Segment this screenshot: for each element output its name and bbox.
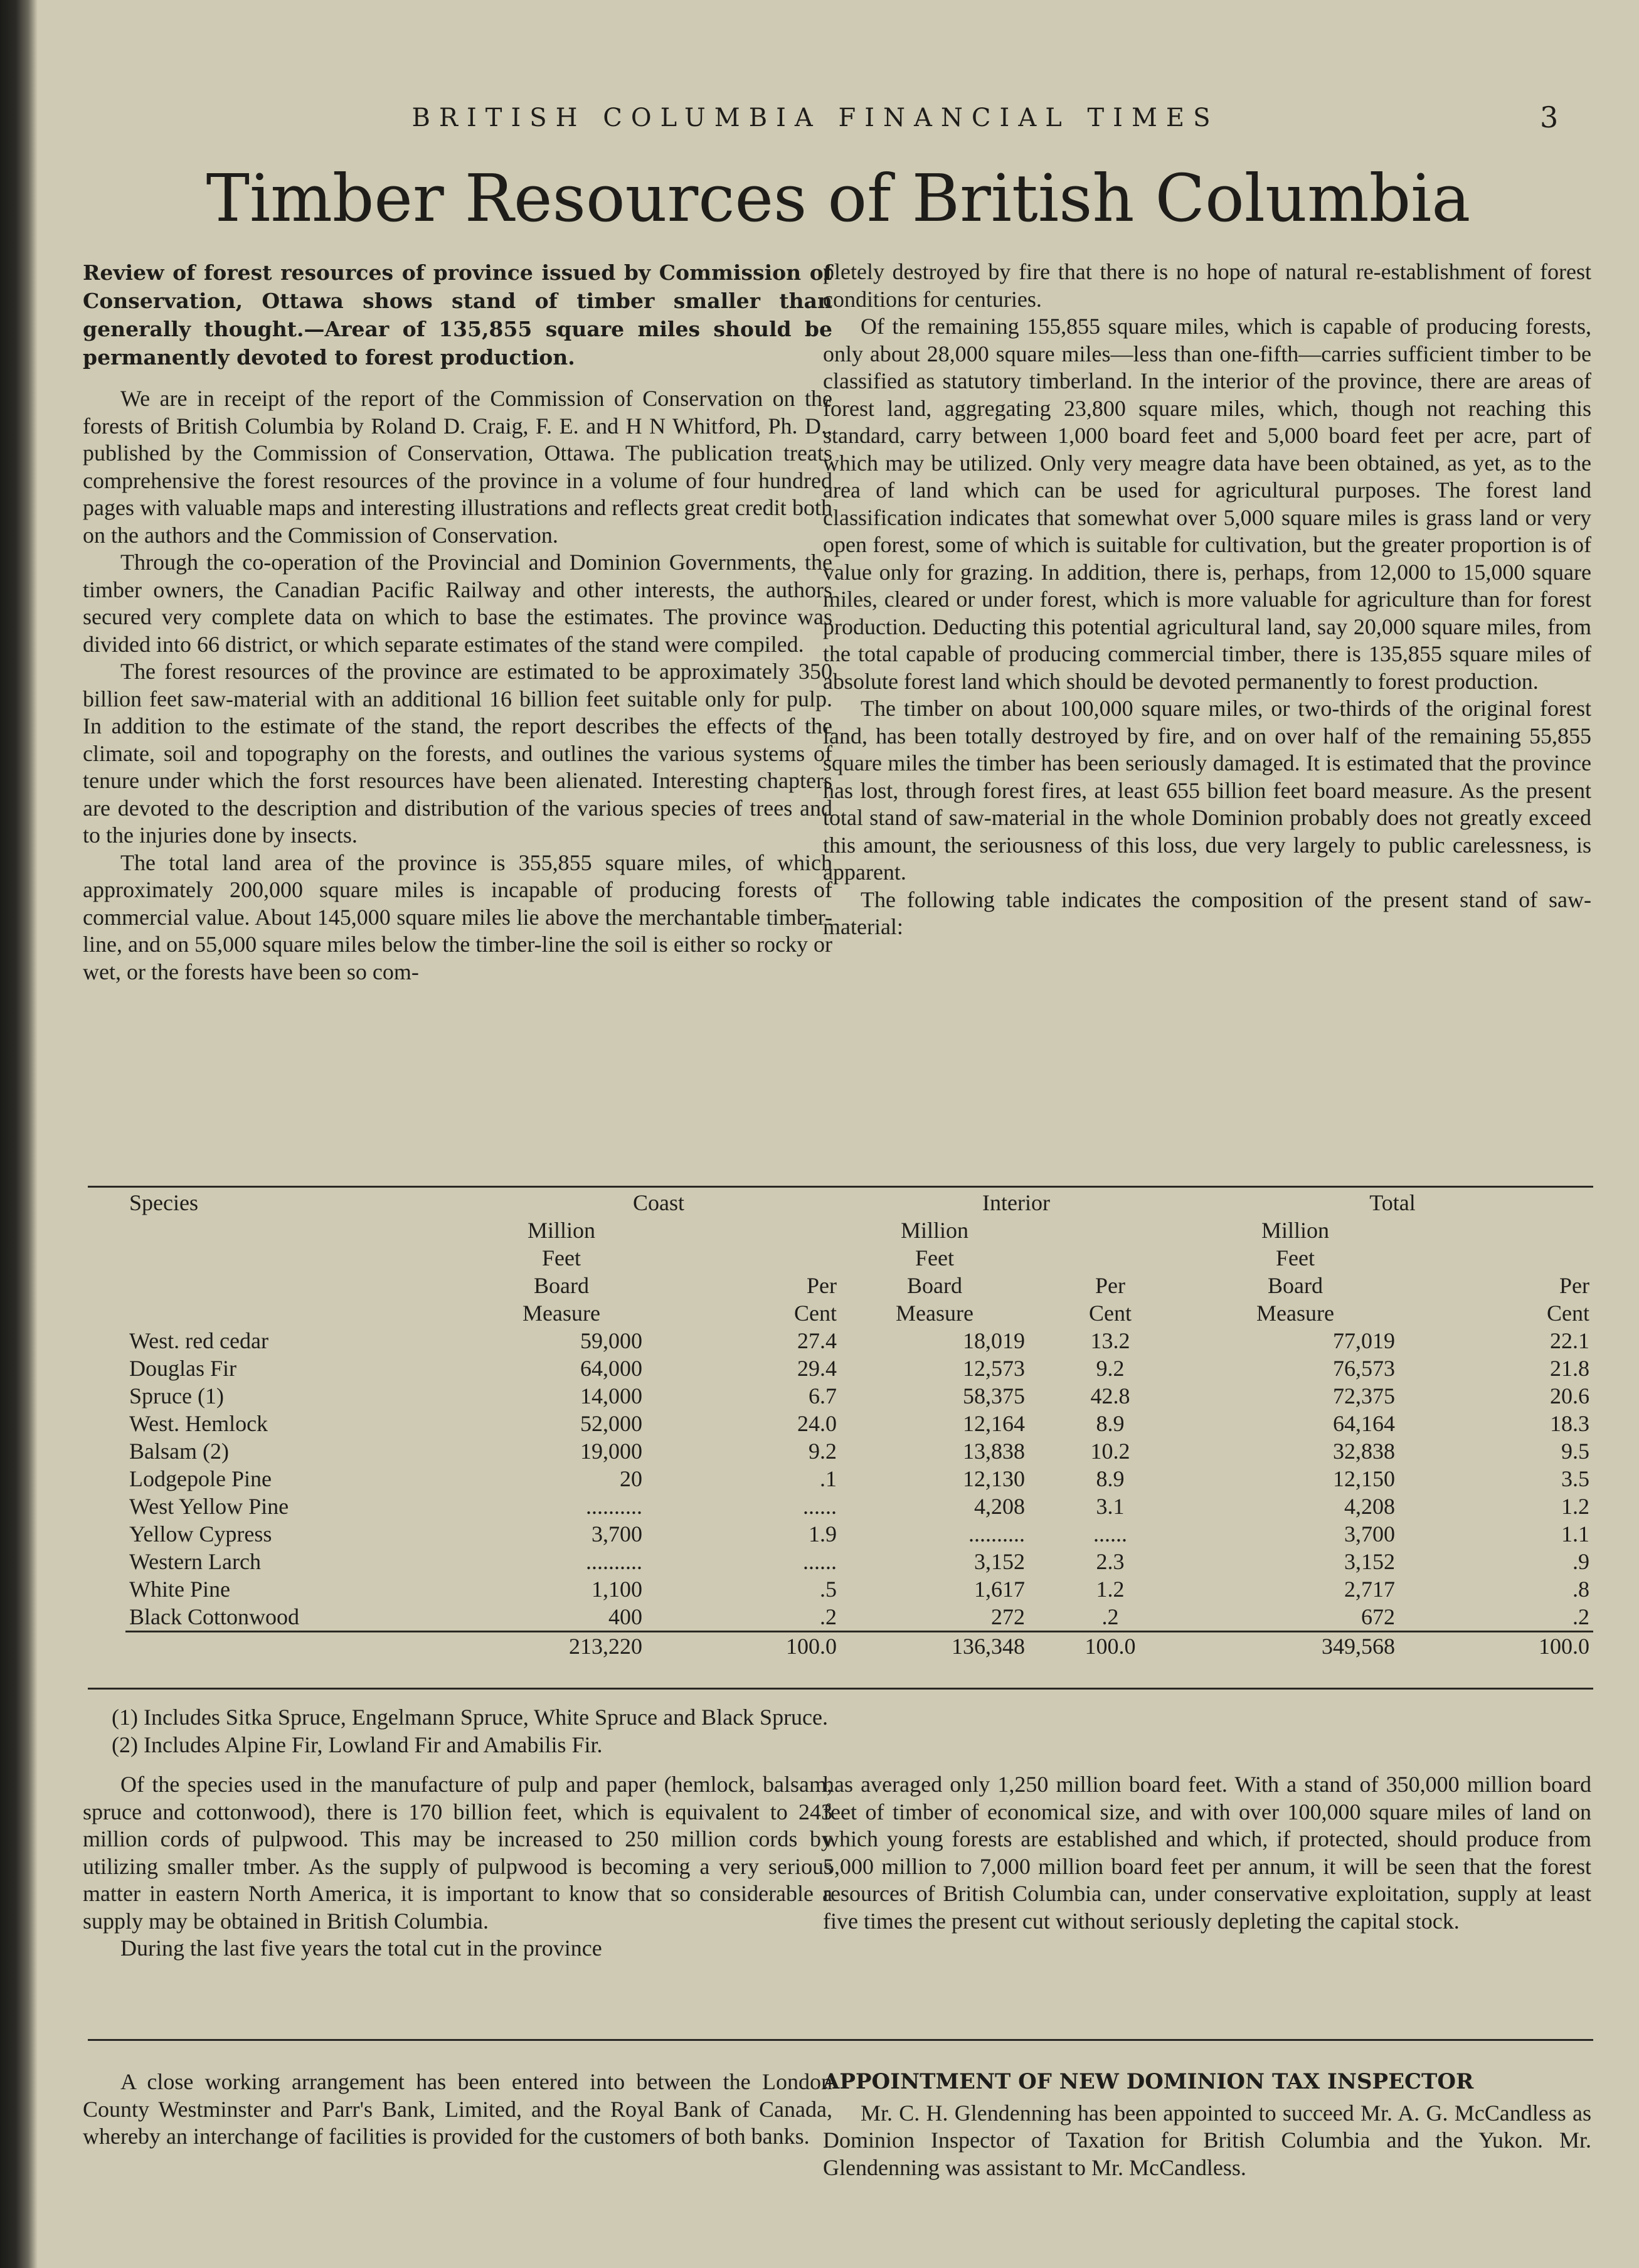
coast-measure-cell: 19,000	[580, 1439, 642, 1464]
interior-measure-cell: 12,130	[963, 1466, 1025, 1491]
table-row	[125, 1437, 1593, 1465]
pulp-paragraph: During the last five years the total cut in the province	[120, 1935, 602, 1961]
species-cell: Yellow Cypress	[129, 1521, 272, 1547]
coast-percent-cell: ......	[803, 1494, 837, 1519]
interior-percent-cell: ......	[1093, 1521, 1127, 1547]
pulp-left-column	[83, 1771, 832, 1962]
footnote: (1) Includes Sitka Spruce, Engelmann Spruce, White Spruce and Black Spruce.	[112, 1705, 829, 1730]
coast-measure-cell: 3,700	[591, 1521, 642, 1547]
pulp-paragraph: Of the species used in the manufacture of pulp and paper (hemlock, balsam, spruce and cottonwood), there is 170 billion feet, which is equivalent to 243 million cords of pulpwood. This may be increased to 250 million cords by utilizing smaller tmber. As the supply of pulpwood is becoming a very serious matter in eastern North America, it is important to know that so considerable a supply may be obtained in British Columbia.	[83, 1772, 832, 1934]
interior-header: Interior	[982, 1190, 1050, 1215]
interior-measure-cell: 272	[991, 1604, 1025, 1629]
total-percent-cell: 21.8	[1550, 1356, 1589, 1381]
total-percent-cell: .8	[1573, 1577, 1589, 1602]
coast-measure-cell: ..........	[586, 1494, 642, 1519]
total-measure-cell: 76,573	[1333, 1356, 1395, 1381]
total-cell: 349,568	[1192, 1632, 1399, 1661]
total-cell: 100.0	[1029, 1632, 1192, 1661]
article-paragraph: Of the remaining 155,855 square miles, which is capable of producing forests, only about 28,000 square miles—less than one-fifth—carries sufficient timber to be classified as statutory timberland. In the interior of the province, there are areas of forest land, aggregating 23,800 square miles, which, though not reaching this standard, carry between 1,000 board feet and 5,000 board feet per acre, part of which may be utilized. Only very meagre data have been obtained, as yet, as to the area of land which can be used for agricultural purposes. The forest land classification indicates that somewhat over 5,000 square miles is grass land or very open forest, some of which is suitable for cultivation, but the greater proportion is of value only for grazing. In addition, there is, perhaps, from 12,000 to 15,000 square miles, cleared or under forest, which is more valuable for agriculture than for forest production. Deducting this potential agricultural land, say 20,000 square miles, from the total capable of producing commercial timber, there is 135,855 square miles of absolute forest land which should be devoted permanently to forest production.	[823, 314, 1591, 694]
total-percent-cell: 20.6	[1550, 1383, 1589, 1408]
coast-percent-cell: .5	[820, 1577, 837, 1602]
species-cell: West. Hemlock	[129, 1411, 268, 1436]
coast-percent-cell: 27.4	[797, 1328, 837, 1353]
total-cell: 136,348	[841, 1632, 1029, 1661]
interior-percent-cell: .2	[1101, 1604, 1119, 1629]
table-subheader-row	[125, 1217, 1593, 1327]
interior-percent-cell: 8.9	[1096, 1411, 1125, 1436]
article-paragraph: The total land area of the province is 355,855 square miles, of which approximately 200,000 square miles is incapable of producing forests of commercial value. About 145,000 square miles lie above the merchantable timber-line, and on 55,000 square miles below the timber-line the soil is either so rocky or wet, or the forests have been so com-	[83, 849, 832, 984]
total-measure-cell: 72,375	[1333, 1383, 1395, 1408]
total-measure-cell: 4,208	[1344, 1494, 1395, 1519]
table-footnotes	[112, 1703, 828, 1759]
article-lead: Review of forest resources of province issued by Commission of Conservation, Ottawa shows stand of timber smaller than generally thought.—Arear of 135,855 square miles should be permanently devoted to forest production.	[83, 260, 832, 370]
species-cell: Spruce (1)	[129, 1383, 224, 1408]
footnote: (2) Includes Alpine Fir, Lowland Fir and Amabilis Fir.	[112, 1732, 603, 1757]
table-totals-row	[125, 1632, 1593, 1661]
total-measure-cell: 77,019	[1333, 1328, 1395, 1353]
species-cell: West. red cedar	[129, 1328, 268, 1353]
coast-measure-cell: ..........	[586, 1549, 642, 1574]
species-cell: Balsam (2)	[129, 1439, 229, 1464]
total-header: Total	[1369, 1190, 1416, 1215]
interior-percent-cell: 1.2	[1096, 1577, 1125, 1602]
table-row	[125, 1410, 1593, 1437]
coast-percent-cell: 1.9	[809, 1521, 837, 1547]
coast-percent-cell: 29.4	[797, 1356, 837, 1381]
total-cell: 100.0	[1399, 1632, 1593, 1661]
table-row	[125, 1355, 1593, 1382]
table-row	[125, 1493, 1593, 1520]
total-measure-cell: 3,700	[1344, 1521, 1395, 1547]
appointment-column	[823, 2068, 1591, 2181]
coast-measure-cell: 20	[620, 1466, 642, 1491]
interior-measure-cell: 4,208	[974, 1494, 1025, 1519]
interior-percent-cell: 3.1	[1096, 1494, 1125, 1519]
timber-stand-table	[125, 1189, 1593, 1660]
table-row	[125, 1603, 1593, 1632]
coast-measure-cell: 400	[608, 1604, 642, 1629]
species-cell: Douglas Fir	[129, 1356, 236, 1381]
percent-header: Per Cent	[1089, 1273, 1132, 1326]
total-percent-cell: 3.5	[1561, 1466, 1589, 1491]
total-measure-cell: 3,152	[1344, 1549, 1395, 1574]
total-percent-cell: 1.2	[1561, 1494, 1589, 1519]
coast-percent-cell: .1	[820, 1466, 837, 1491]
table-group-header-row	[125, 1189, 1593, 1217]
article-paragraph: We are in receipt of the report of the Commission of Conservation on the forests of British Columbia by Roland D. Craig, F. E. and H N Whitford, Ph. D., published by the Commission of Conservation, Ottawa. The publication treats comprehensive the forest resources of the province in a volume of four hundred pages with valuable maps and interesting illustrations and reflects great credit both on the authors and the Commission of Conservation.	[83, 386, 832, 548]
interior-measure-cell: 12,573	[963, 1356, 1025, 1381]
table-bottom-rule	[88, 1688, 1593, 1690]
coast-percent-cell: ......	[803, 1549, 837, 1574]
species-header: Species	[129, 1190, 198, 1215]
pulp-right-column	[823, 1771, 1591, 1935]
interior-percent-cell: 10.2	[1090, 1439, 1130, 1464]
total-percent-cell: 1.1	[1561, 1521, 1589, 1547]
measure-header: Million Feet Board Measure	[522, 1218, 600, 1326]
total-percent-cell: 18.3	[1550, 1411, 1589, 1436]
interior-measure-cell: 13,838	[963, 1439, 1025, 1464]
article-paragraph: pletely destroyed by fire that there is no hope of natural re-establishment of forest conditions for centuries.	[823, 259, 1591, 312]
article-right-column	[823, 258, 1591, 941]
measure-header: Million Feet Board Measure	[896, 1218, 973, 1326]
interior-percent-cell: 9.2	[1096, 1356, 1125, 1381]
interior-percent-cell: 8.9	[1096, 1466, 1125, 1491]
table-row	[125, 1327, 1593, 1355]
table-row	[125, 1548, 1593, 1575]
interior-measure-cell: ..........	[968, 1521, 1025, 1547]
species-cell: Black Cottonwood	[129, 1604, 299, 1629]
species-cell: White Pine	[129, 1577, 230, 1602]
appointment-text: Mr. C. H. Glendenning has been appointed to succeed Mr. A. G. McCandless as Dominion Inspector of Taxation for British Columbia and the Yukon. Mr. Glendenning was assistant to Mr. McCandless.	[823, 2100, 1591, 2180]
table-row	[125, 1382, 1593, 1410]
species-cell: Lodgepole Pine	[129, 1466, 272, 1491]
species-cell: Western Larch	[129, 1549, 261, 1574]
table-row	[125, 1575, 1593, 1603]
interior-measure-cell: 58,375	[963, 1383, 1025, 1408]
article-left-column	[83, 258, 832, 986]
coast-percent-cell: 6.7	[809, 1383, 837, 1408]
total-percent-cell: .2	[1573, 1604, 1589, 1629]
interior-measure-cell: 12,164	[963, 1411, 1025, 1436]
coast-measure-cell: 52,000	[580, 1411, 642, 1436]
page-number: 3	[1540, 100, 1559, 134]
table-body	[125, 1327, 1593, 1632]
coast-measure-cell: 59,000	[580, 1328, 642, 1353]
page	[38, 0, 1639, 2268]
coast-measure-cell: 14,000	[580, 1383, 642, 1408]
article-paragraph: The timber on about 100,000 square miles, or two-thirds of the original forest land, has been totally destroyed by fire, and on over half of the remaining 55,855 square miles the timber has been seriously damaged. It is estimated that the province has lost, through forest fires, at least 655 billion feet board measure. As the present total stand of saw-material in the whole Dominion probably does not greatly exceed this amount, the seriousness of this loss, due very largely to public carelessness, is apparent.	[823, 696, 1591, 885]
binding-gutter	[0, 0, 38, 2268]
bank-note-text: A close working arrangement has been entered into between the London County Westminster and Parr's Bank, Limited, and the Royal Bank of Canada, whereby an interchange of facilities is provided for the customers of both banks.	[83, 2069, 832, 2149]
total-percent-cell: .9	[1573, 1549, 1589, 1574]
coast-header: Coast	[632, 1190, 684, 1215]
interior-percent-cell: 42.8	[1090, 1383, 1130, 1408]
appointment-heading: APPOINTMENT OF NEW DOMINION TAX INSPECTOR	[823, 2069, 1474, 2094]
percent-header: Per Cent	[794, 1273, 837, 1326]
coast-percent-cell: .2	[820, 1604, 837, 1629]
interior-measure-cell: 3,152	[974, 1549, 1025, 1574]
measure-header: Million Feet Board Measure	[1256, 1218, 1334, 1326]
total-measure-cell: 672	[1361, 1604, 1395, 1629]
coast-percent-cell: 24.0	[797, 1411, 837, 1436]
percent-header: Per Cent	[1547, 1273, 1589, 1326]
coast-measure-cell: 1,100	[591, 1577, 642, 1602]
total-cell: 100.0	[646, 1632, 841, 1661]
interior-measure-cell: 1,617	[974, 1577, 1025, 1602]
total-percent-cell: 22.1	[1550, 1328, 1589, 1353]
table-top-rule	[88, 1186, 1593, 1188]
article-paragraph: The forest resources of the province are estimated to be approximately 350 billion feet saw-material with an additional 16 billion feet suitable only for pulp. In addition to the estimate of the stand, the report describes the effects of the climate, soil and topography on the forests, and outlines the various systems of tenure under which the forst resources have been alienated. Interesting chapters are devoted to the description and distribution of the various species of trees and to the injuries done by insects.	[83, 659, 832, 848]
running-head: BRITISH COLUMBIA FINANCIAL TIMES	[411, 104, 1219, 132]
total-measure-cell: 32,838	[1333, 1439, 1395, 1464]
pulp-paragraph: has averaged only 1,250 million board feet. With a stand of 350,000 million board feet of timber of economical size, and with over 100,000 square miles of land on which young forests are established and which, if protected, should produce from 5,000 million to 7,000 million board feet per annum, it will be seen that the forest resources of British Columbia can, under conservative exploitation, supply at least five times the present cut without seriously depleting the capital stock.	[823, 1772, 1591, 1934]
species-cell: West Yellow Pine	[129, 1494, 289, 1519]
interior-percent-cell: 2.3	[1096, 1549, 1125, 1574]
table-row	[125, 1520, 1593, 1548]
section-rule	[88, 2039, 1593, 2041]
article-paragraph: The following table indicates the composition of the present stand of saw-material:	[823, 886, 1591, 939]
coast-percent-cell: 9.2	[809, 1439, 837, 1464]
interior-measure-cell: 18,019	[963, 1328, 1025, 1353]
total-measure-cell: 12,150	[1333, 1466, 1395, 1491]
total-measure-cell: 2,717	[1344, 1577, 1395, 1602]
total-measure-cell: 64,164	[1333, 1411, 1395, 1436]
total-percent-cell: 9.5	[1561, 1439, 1589, 1464]
total-cell: 213,220	[477, 1632, 646, 1661]
table-row	[125, 1465, 1593, 1493]
bank-note-column	[83, 2068, 832, 2151]
interior-percent-cell: 13.2	[1090, 1328, 1130, 1353]
article-title: Timber Resources of British Columbia	[206, 160, 1471, 237]
coast-measure-cell: 64,000	[580, 1356, 642, 1381]
article-paragraph: Through the co-operation of the Provincial and Dominion Governments, the timber owners, the Canadian Pacific Railway and other interests, the authors secured very complete data on which to base the estimates. The province was divided into 66 district, or which separate estimates of the stand were compiled.	[83, 550, 832, 657]
